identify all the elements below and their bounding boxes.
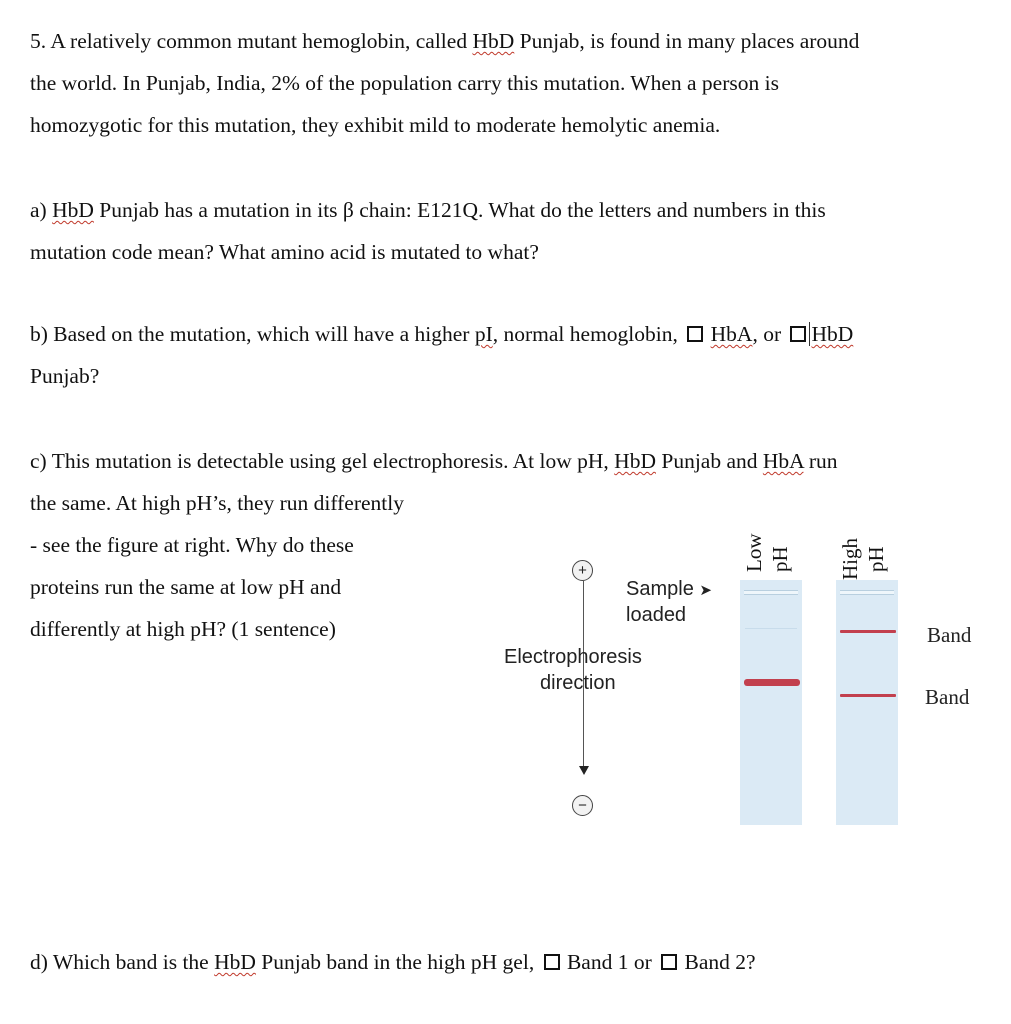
text: run bbox=[803, 449, 838, 473]
positive-electrode-icon: + bbox=[572, 560, 593, 581]
option-band-2: Band 2? bbox=[684, 950, 756, 974]
direction-label-2: direction bbox=[540, 672, 616, 694]
checkbox-hbd[interactable] bbox=[790, 326, 806, 342]
hba-term: HbA bbox=[710, 322, 753, 346]
part-c-line-1 bbox=[30, 451, 838, 473]
text: 5. A relatively common mutant hemoglobin, called bbox=[30, 29, 473, 53]
high-ph-band-1 bbox=[840, 630, 896, 633]
part-a-line-2: mutation code mean? What amino acid is mutated to what? bbox=[30, 240, 539, 264]
high-ph-band-2 bbox=[840, 694, 896, 697]
down-arrow-icon bbox=[579, 766, 589, 775]
text: Punjab has a mutation in its β chain: E121Q. What do the letters and numbers in this bbox=[93, 198, 826, 222]
band-1-label: Band bbox=[927, 623, 972, 647]
high-ph-gel-lane bbox=[836, 580, 898, 825]
hbd-term: HbD bbox=[472, 29, 515, 53]
checkbox-band-2[interactable] bbox=[661, 954, 677, 970]
text: Punjab, is found in many places around bbox=[514, 29, 860, 53]
part-b-line-1 bbox=[30, 324, 853, 346]
checkbox-band-1[interactable] bbox=[544, 954, 560, 970]
right-arrow-icon: ➤ bbox=[699, 582, 712, 599]
hbd-term: HbD bbox=[52, 198, 94, 222]
direction-label-1: Electrophoresis bbox=[504, 646, 642, 668]
question-intro-line-2: the world. In Punjab, India, 2% of the population carry this mutation. When a person is bbox=[30, 71, 779, 95]
text: , or bbox=[752, 322, 787, 346]
text: , normal hemoglobin, bbox=[492, 322, 684, 346]
sample-loaded-label bbox=[626, 578, 712, 601]
low-ph-gel-lane bbox=[740, 580, 802, 825]
text: or bbox=[628, 950, 658, 974]
hbd-term: HbD bbox=[214, 950, 256, 974]
low-ph-sample-well bbox=[744, 590, 798, 595]
part-a-line-1 bbox=[30, 200, 826, 222]
question-intro-line-3: homozygotic for this mutation, they exhibit mild to moderate hemolytic anemia. bbox=[30, 113, 721, 137]
lane-1-header-low: Low bbox=[742, 533, 766, 572]
hbd-term: HbD bbox=[614, 449, 656, 473]
lane-divider bbox=[745, 628, 797, 629]
hbd-term: HbD bbox=[811, 322, 854, 346]
band-2-label: Band bbox=[925, 685, 970, 709]
text: c) This mutation is detectable using gel electrophoresis. At low pH, bbox=[30, 449, 615, 473]
text: Sample bbox=[626, 578, 694, 600]
part-c-line-5: differently at high pH? (1 sentence) bbox=[30, 617, 336, 641]
text: Punjab band in the high pH gel, bbox=[255, 950, 540, 974]
hba-term: HbA bbox=[762, 449, 804, 473]
question-intro-line-1 bbox=[30, 31, 859, 53]
high-ph-sample-well bbox=[840, 590, 894, 595]
option-band-1: Band 1 bbox=[566, 950, 629, 974]
text: a) bbox=[30, 198, 53, 222]
part-c-line-4: proteins run the same at low pH and bbox=[30, 575, 342, 599]
checkbox-hba[interactable] bbox=[687, 326, 703, 342]
lane-1-header-ph: pH bbox=[768, 546, 792, 572]
lane-2-header-high: High bbox=[838, 538, 862, 580]
negative-electrode-icon: − bbox=[572, 795, 593, 816]
part-c-line-2: the same. At high pH’s, they run differently bbox=[30, 491, 404, 515]
part-d-line-1 bbox=[30, 952, 756, 974]
sample-loaded-label-2: loaded bbox=[626, 604, 687, 626]
text: d) Which band is the bbox=[30, 950, 215, 974]
text: Punjab and bbox=[655, 449, 763, 473]
lane-2-header-ph: pH bbox=[864, 546, 888, 572]
low-ph-band bbox=[744, 679, 800, 686]
part-b-line-2: Punjab? bbox=[30, 364, 100, 388]
pi-term: pI bbox=[474, 322, 493, 346]
part-c-line-3: - see the figure at right. Why do these bbox=[30, 533, 354, 557]
text: b) Based on the mutation, which will have a higher bbox=[30, 322, 475, 346]
